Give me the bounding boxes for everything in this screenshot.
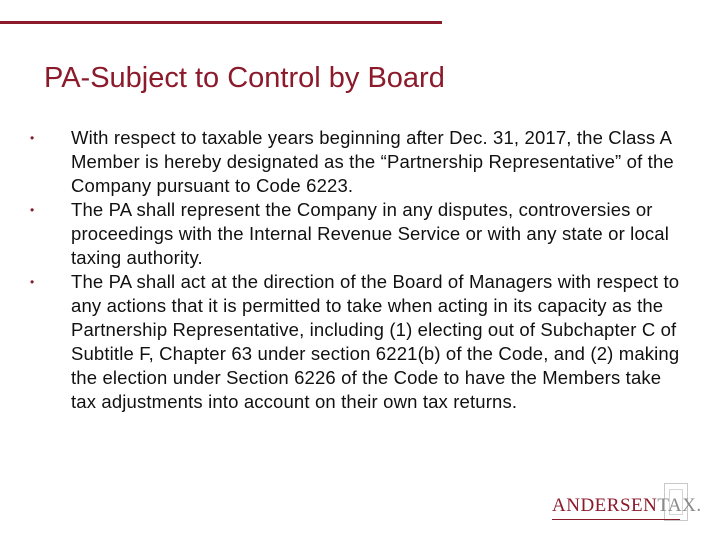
bullet-list (30, 126, 690, 414)
bullet-icon: • (30, 131, 35, 145)
top-rule (0, 21, 442, 24)
andersen-tax-logo (552, 483, 702, 523)
logo-tax: TAX (657, 495, 697, 516)
bullet-icon: • (30, 203, 35, 217)
bullet-text: The PA shall represent the Company in any disputes, controversies or proceedings with the Internal Revenue Service or with any state or local taxing authority. (71, 199, 669, 268)
logo-wordmark (552, 495, 702, 517)
bullet-item (30, 126, 690, 198)
bullet-text: With respect to taxable years beginning after Dec. 31, 2017, the Class A Member is hereby designated as the “Partnership Representative” of the Company pursuant to Code 6223. (71, 127, 674, 196)
slide-title: PA-Subject to Control by Board (44, 62, 445, 94)
bullet-text: The PA shall act at the direction of the Board of Managers with respect to any actions that it is permitted to take when acting in its capacity as the Partnership Representative, including (1) electing out of Subchapter C of Subtitle F, Chapter 63 under section 6221(b) of the Code, and (2) making the election under Section 6226 of the Code to have the Members take tax adjustments into account on their own tax returns. (71, 271, 680, 412)
logo-rule (552, 519, 680, 520)
bullet-item (30, 270, 690, 414)
bullet-icon: • (30, 275, 35, 289)
bullet-item (30, 198, 690, 270)
logo-andersen: ANDERSEN (552, 495, 658, 516)
logo-dot: . (696, 495, 702, 516)
